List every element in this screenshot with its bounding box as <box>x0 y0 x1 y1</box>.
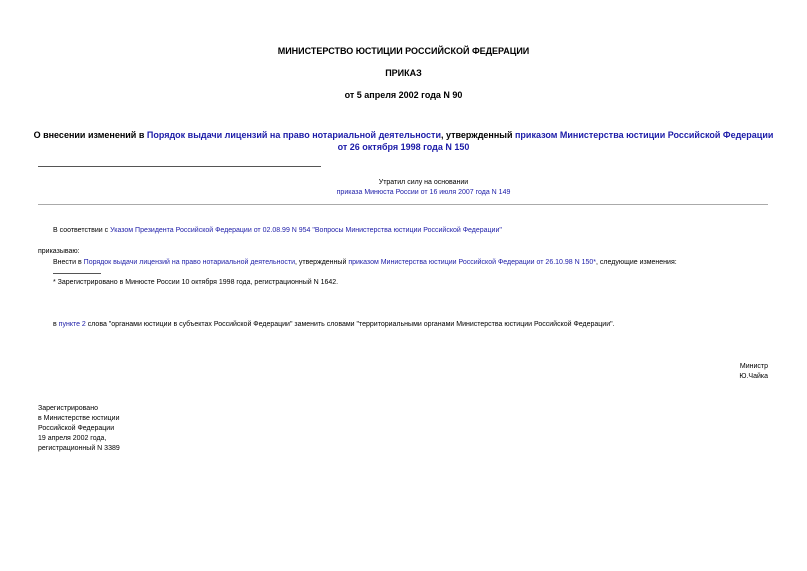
document-type: ПРИКАЗ <box>385 68 422 78</box>
amend-link-order[interactable]: приказом Министерства юстиции Российской Федерации от 26.10.98 N 150* <box>348 259 597 266</box>
status-divider <box>38 204 768 205</box>
title-link-license-procedure[interactable]: Порядок выдачи лицензий на право нотариальной деятельности <box>146 130 441 140</box>
paragraph-basis <box>53 227 502 234</box>
paragraph-amend-prefix: Внести в <box>53 259 84 266</box>
paragraph-amend-middle: , утвержденный <box>295 259 349 266</box>
paragraph-amend <box>53 259 677 266</box>
document-title-line2 <box>0 142 807 152</box>
presidential-decree-link[interactable]: Указом Президента Российской Федерации от 02.08.99 N 954 "Вопросы Министерства юстиции Российской Федерации" <box>110 227 502 234</box>
lost-force-basis <box>0 189 807 196</box>
footnote-divider <box>53 273 101 274</box>
registration-line-4: 19 апреля 2002 года, <box>38 435 107 442</box>
title-link-order-line2[interactable]: от 26 октября 1998 года N 150 <box>337 142 470 152</box>
paragraph-change-prefix: в <box>53 321 59 328</box>
orders-word: приказываю: <box>38 248 80 255</box>
signatory-name: Ю.Чайка <box>739 373 768 380</box>
registration-line-1: Зарегистрировано <box>38 405 98 412</box>
document-date-number: от 5 апреля 2002 года N 90 <box>344 90 463 100</box>
ministry-heading: МИНИСТЕРСТВО ЮСТИЦИИ РОССИЙСКОЙ ФЕДЕРАЦИИ <box>277 46 530 56</box>
paragraph-change <box>53 321 615 328</box>
title-middle: , утвержденный <box>440 130 515 140</box>
registration-line-2: в Министерстве юстиции <box>38 415 120 422</box>
registration-line-5: регистрационный N 3389 <box>38 445 120 452</box>
title-link-order-line1[interactable]: приказом Министерства юстиции Российской Федерации <box>515 130 774 140</box>
lost-force-note: Утратил силу на основании <box>378 179 469 186</box>
clause-2-link[interactable]: пункте 2 <box>58 321 86 328</box>
document-title <box>0 130 807 140</box>
registration-line-3: Российской Федерации <box>38 425 115 432</box>
paragraph-basis-prefix: В соответствии с <box>53 227 111 234</box>
paragraph-amend-suffix: , следующие изменения: <box>596 259 677 266</box>
paragraph-change-suffix: слова "органами юстиции в субъектах Российской Федерации" заменить словами "территориальными органами Министерства юстиции Российской Федерации". <box>85 321 615 328</box>
signatory-position: Министр <box>739 363 768 370</box>
amend-link-license-procedure[interactable]: Порядок выдачи лицензий на право нотариальной деятельности <box>83 259 295 266</box>
title-divider <box>38 166 321 167</box>
footnote: * Зарегистрировано в Минюсте России 10 октября 1998 года, регистрационный N 1642. <box>53 279 339 286</box>
title-prefix: О внесении изменений в <box>33 130 147 140</box>
lost-force-basis-link[interactable]: приказа Минюста России от 16 июля 2007 года N 149 <box>336 189 511 196</box>
